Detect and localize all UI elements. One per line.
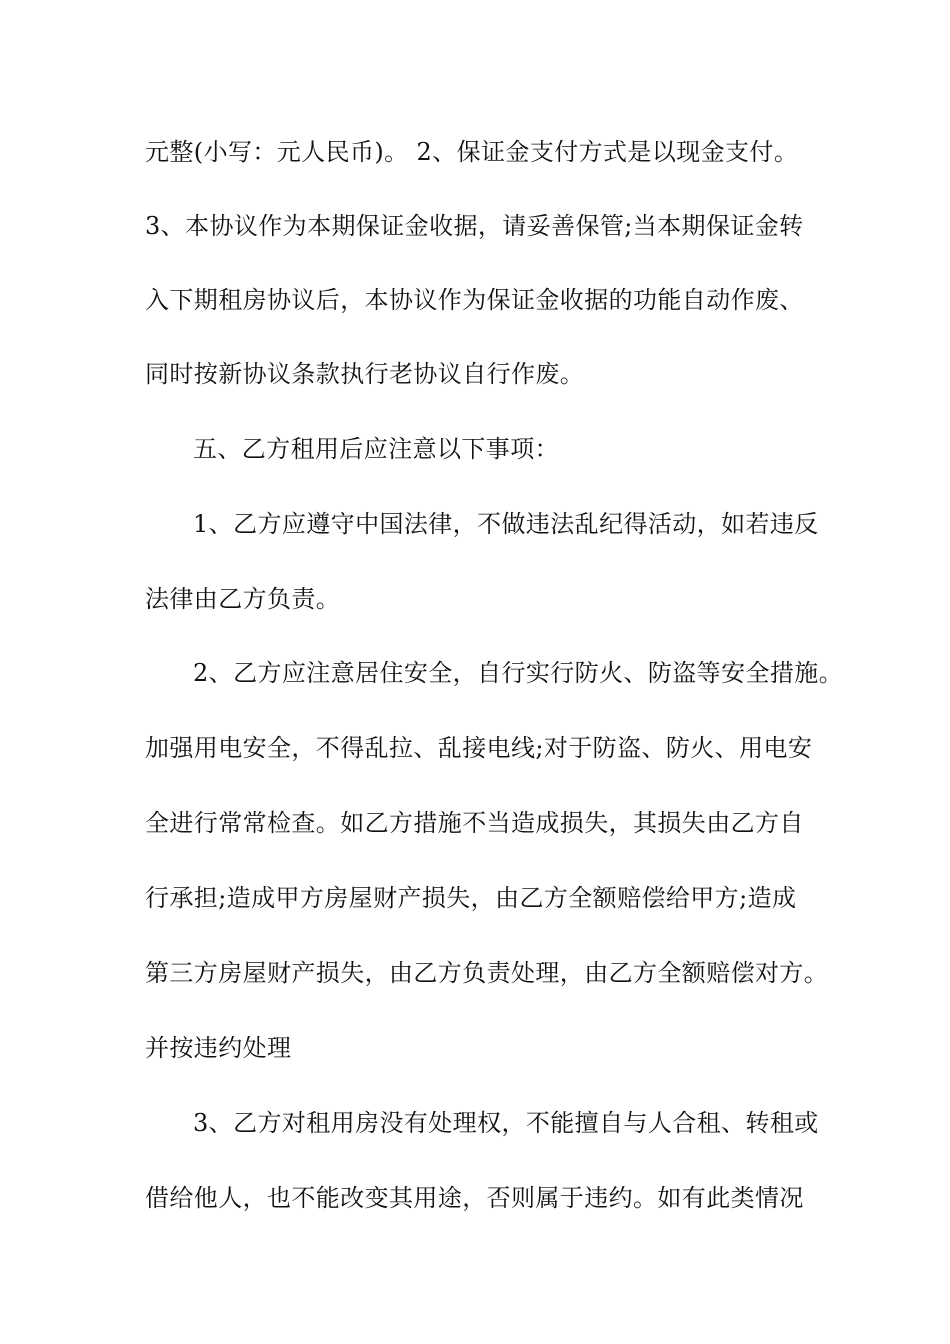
text-line: 第三方房屋财产损失，由乙方负责处理，由乙方全额赔偿对方。 (145, 959, 829, 987)
text-line: 2、乙方应注意居住安全，自行实行防火、防盗等安全措施。 (193, 659, 844, 687)
text-line: 1、乙方应遵守中国法律，不做违法乱纪得活动，如若违反 (193, 510, 819, 538)
text-line: 行承担;造成甲方房屋财产损失，由乙方全额赔偿给甲方;造成 (145, 884, 797, 912)
text-line: 3、乙方对租用房没有处理权，不能擅自与人合租、转租或 (193, 1109, 819, 1137)
section-heading: 五、乙方租用后应注意以下事项： (193, 435, 559, 463)
text-line: 同时按新协议条款执行老协议自行作废。 (145, 360, 585, 388)
text-line: 加强用电安全，不得乱拉、乱接电线;对于防盗、防火、用电安 (145, 734, 813, 762)
text-line: 全进行常常检查。如乙方措施不当造成损失，其损失由乙方自 (145, 809, 804, 837)
text-line: 借给他人，也不能改变其用途，否则属于违约。如有此类情况 (145, 1184, 804, 1212)
text-line: 并按违约处理 (145, 1034, 292, 1062)
text-line: 3、本协议作为本期保证金收据，请妥善保管;当本期保证金转 (145, 212, 804, 240)
text-line: 入下期租房协议后，本协议作为保证金收据的功能自动作废、 (145, 286, 804, 314)
text-line: 元整(小写：元人民币)。 2、保证金支付方式是以现金支付。 (145, 138, 799, 166)
text-line: 法律由乙方负责。 (145, 585, 341, 613)
